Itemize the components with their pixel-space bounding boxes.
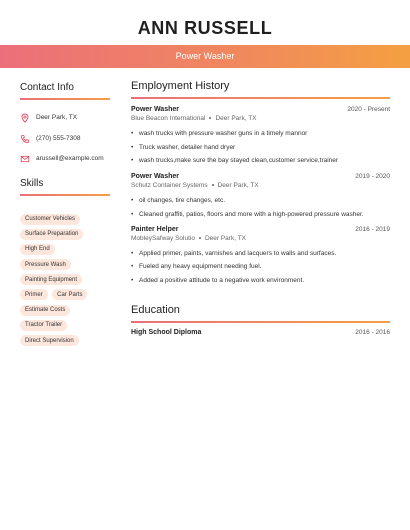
education-heading: Education xyxy=(131,303,180,316)
separator-dot xyxy=(212,184,214,186)
separator-dot xyxy=(209,117,211,119)
skills-heading: Skills xyxy=(20,178,44,189)
phone-icon xyxy=(20,134,30,144)
separator-dot xyxy=(199,237,201,239)
education-degree: High School Diploma xyxy=(131,328,202,336)
job-entry xyxy=(131,105,390,165)
employment-heading: Employment History xyxy=(131,80,230,92)
job-company: Blue Beacon International xyxy=(131,115,206,122)
contact-email[interactable]: arussell@example.com xyxy=(36,155,104,162)
education-divider xyxy=(131,321,390,323)
skill-chip: Car Parts xyxy=(52,289,87,300)
contact-heading: Contact Info xyxy=(20,82,74,93)
candidate-name: ANN RUSSELL xyxy=(137,18,273,38)
skill-chip: Direct Supervision xyxy=(20,335,79,346)
skill-chip: Customer Vehicles xyxy=(20,214,80,225)
contact-section xyxy=(20,82,110,164)
job-employer xyxy=(131,181,390,190)
title-band xyxy=(0,45,410,68)
education-section xyxy=(131,304,390,337)
skill-chip: Estimate Costs xyxy=(20,305,70,316)
job-title: Painter Helper xyxy=(131,225,179,233)
job-company: Schutz Container Systems xyxy=(131,182,208,189)
skill-chip: Primer xyxy=(20,289,48,300)
job-bullet: • oil changes, tire changes, etc. xyxy=(131,197,225,204)
skills-section xyxy=(20,178,110,344)
skill-chip: High End xyxy=(20,244,55,255)
job-bullet: • Cleaned graffiti, patios, floors and more with a high-powered pressure washer. xyxy=(131,210,364,218)
job-title-banner: Power Washer xyxy=(175,51,235,61)
skills-divider xyxy=(20,194,110,196)
job-employer xyxy=(131,114,390,123)
employment-divider xyxy=(131,97,390,99)
employment-section xyxy=(131,80,390,337)
job-employer xyxy=(131,234,390,243)
job-bullet: • Added a positive attitude to a negative work environment. xyxy=(131,276,305,284)
skills-list xyxy=(20,207,110,344)
job-dates: 2020 - Present xyxy=(347,106,390,113)
skill-chip: Painting Equipment xyxy=(20,274,82,285)
job-company: MobleySafway Solutio xyxy=(131,234,195,242)
job-title: Power Washer xyxy=(131,106,179,113)
location-pin-icon xyxy=(20,113,30,123)
contact-email-row xyxy=(20,154,110,164)
skill-chip: Surface Preparation xyxy=(20,229,83,240)
contact-location-row xyxy=(20,113,110,123)
job-bullet: • Truck washer, detailer hand dryer xyxy=(131,143,236,151)
job-entry xyxy=(131,225,390,285)
skill-chip: Pressure Wash xyxy=(20,259,71,270)
contact-phone: (270) 555-7308 xyxy=(36,135,81,142)
job-location: Deer Park, TX xyxy=(215,115,257,122)
skill-chip: Tractor Trailer xyxy=(20,320,67,331)
job-location: Deer Park, TX xyxy=(204,234,247,242)
job-bullet: • Applied primer, paints, varnishes and lacquers to walls and surfaces. xyxy=(131,249,337,257)
job-bullet: • wash trucks with pressure washer guns in a timely mannor xyxy=(131,130,308,137)
envelope-icon xyxy=(20,154,30,164)
job-dates: 2016 - 2019 xyxy=(355,225,390,233)
education-dates: 2016 - 2016 xyxy=(355,328,390,336)
education-entry xyxy=(131,328,390,337)
job-entry xyxy=(131,172,390,219)
contact-divider xyxy=(20,98,110,100)
contact-phone-row xyxy=(20,134,110,144)
contact-location: Deer Park, TX xyxy=(36,114,78,121)
job-location: Deer Park, TX xyxy=(217,182,259,189)
job-bullet: • Fueled any heavy equipment needing fuel. xyxy=(131,263,262,270)
job-bullet: • wash trucks,make sure the bay stayed clean,customer service,trainer xyxy=(131,157,339,164)
job-dates: 2019 - 2020 xyxy=(355,173,390,180)
job-title: Power Washer xyxy=(131,173,179,180)
